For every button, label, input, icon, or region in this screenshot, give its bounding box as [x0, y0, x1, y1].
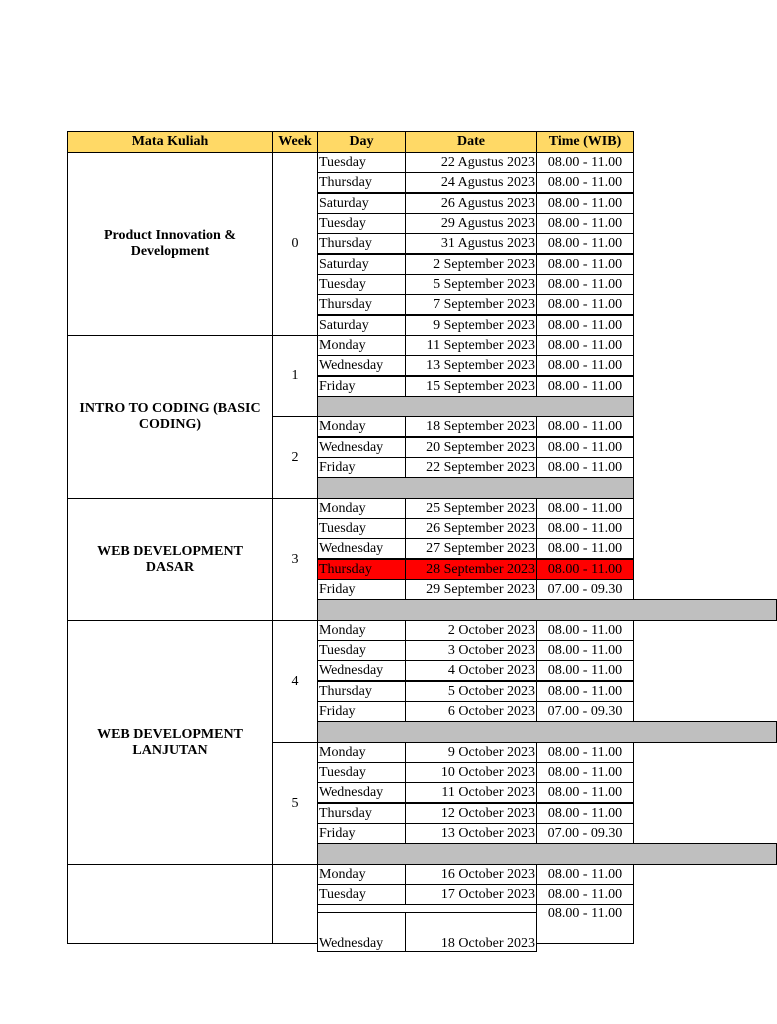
time-cell: 08.00 - 11.00 — [536, 213, 634, 234]
date-cell: 18 September 2023 — [405, 416, 537, 437]
date-cell: 13 October 2023 — [405, 823, 537, 844]
time-cell: 08.00 - 11.00 — [536, 172, 634, 193]
time-cell: 08.00 - 11.00 — [536, 681, 634, 702]
time-cell: 08.00 - 11.00 — [536, 152, 634, 173]
date-cell: 26 September 2023 — [405, 518, 537, 539]
date-cell: 22 Agustus 2023 — [405, 152, 537, 173]
time-cell: 08.00 - 11.00 — [536, 904, 634, 944]
date-cell: 27 September 2023 — [405, 538, 537, 559]
date-cell: 2 September 2023 — [405, 254, 537, 275]
week-cell: 1 — [272, 335, 318, 417]
time-cell: 08.00 - 11.00 — [536, 803, 634, 824]
time-cell: 08.00 - 11.00 — [536, 315, 634, 336]
day-cell: Tuesday — [317, 884, 406, 905]
day-cell: Wednesday — [317, 437, 406, 458]
date-cell: 7 September 2023 — [405, 294, 537, 315]
time-cell: 08.00 - 11.00 — [536, 457, 634, 478]
day-cell: Tuesday — [317, 152, 406, 173]
day-cell: Tuesday — [317, 518, 406, 539]
time-cell: 08.00 - 11.00 — [536, 864, 634, 885]
week-cell: 4 — [272, 620, 318, 743]
date-cell: 16 October 2023 — [405, 864, 537, 885]
time-cell: 07.00 - 09.30 — [536, 823, 634, 844]
date-cell: 12 October 2023 — [405, 803, 537, 824]
date-cell: 20 September 2023 — [405, 437, 537, 458]
time-cell: 08.00 - 11.00 — [536, 193, 634, 214]
time-cell: 08.00 - 11.00 — [536, 762, 634, 783]
header-day: Day — [317, 131, 406, 153]
date-cell: 22 September 2023 — [405, 457, 537, 478]
time-cell: 08.00 - 11.00 — [536, 294, 634, 315]
course-cell: Product Innovation & Development — [67, 152, 273, 336]
day-cell: Monday — [317, 742, 406, 763]
date-cell: 18 October 2023 — [405, 912, 537, 952]
time-cell: 07.00 - 09.30 — [536, 579, 634, 600]
day-cell: Thursday — [317, 803, 406, 824]
day-cell: Friday — [317, 376, 406, 397]
date-cell: 15 September 2023 — [405, 376, 537, 397]
time-cell: 08.00 - 11.00 — [536, 254, 634, 275]
date-cell: 4 October 2023 — [405, 660, 537, 681]
day-cell: Saturday — [317, 315, 406, 336]
header-course: Mata Kuliah — [67, 131, 273, 153]
day-cell: Monday — [317, 498, 406, 519]
day-cell: Monday — [317, 335, 406, 356]
week-cell — [272, 864, 318, 944]
date-cell: 9 September 2023 — [405, 315, 537, 336]
date-cell: 13 September 2023 — [405, 355, 537, 376]
day-cell: Wednesday — [317, 355, 406, 376]
day-cell: Wednesday — [317, 782, 406, 803]
week-cell: 2 — [272, 416, 318, 499]
date-cell: 11 September 2023 — [405, 335, 537, 356]
day-cell: Tuesday — [317, 274, 406, 295]
time-cell: 08.00 - 11.00 — [536, 640, 634, 661]
time-cell: 08.00 - 11.00 — [536, 884, 634, 905]
time-cell: 08.00 - 11.00 — [536, 559, 634, 580]
week-cell: 3 — [272, 498, 318, 621]
day-cell: Thursday — [317, 681, 406, 702]
date-cell: 3 October 2023 — [405, 640, 537, 661]
date-cell: 24 Agustus 2023 — [405, 172, 537, 193]
time-cell: 08.00 - 11.00 — [536, 660, 634, 681]
day-cell: Thursday — [317, 559, 406, 580]
week-cell: 5 — [272, 742, 318, 865]
day-cell: Friday — [317, 579, 406, 600]
date-cell: 29 Agustus 2023 — [405, 213, 537, 234]
day-cell: Monday — [317, 864, 406, 885]
separator-row — [317, 599, 777, 621]
day-cell: Wednesday — [317, 912, 406, 952]
day-cell: Tuesday — [317, 640, 406, 661]
day-cell: Saturday — [317, 193, 406, 214]
date-cell: 28 September 2023 — [405, 559, 537, 580]
day-cell: Wednesday — [317, 538, 406, 559]
day-cell: Wednesday — [317, 660, 406, 681]
day-cell: Monday — [317, 416, 406, 437]
time-cell: 08.00 - 11.00 — [536, 437, 634, 458]
day-cell: Saturday — [317, 254, 406, 275]
date-cell: 2 October 2023 — [405, 620, 537, 641]
header-time: Time (WIB) — [536, 131, 634, 153]
separator-row — [317, 843, 777, 865]
time-cell: 08.00 - 11.00 — [536, 274, 634, 295]
course-cell: INTRO TO CODING (BASIC CODING) — [67, 335, 273, 499]
time-cell: 08.00 - 11.00 — [536, 620, 634, 641]
time-cell: 08.00 - 11.00 — [536, 538, 634, 559]
course-cell — [67, 864, 273, 944]
time-cell: 08.00 - 11.00 — [536, 518, 634, 539]
date-cell: 29 September 2023 — [405, 579, 537, 600]
date-cell: 6 October 2023 — [405, 701, 537, 722]
time-cell: 08.00 - 11.00 — [536, 416, 634, 437]
day-cell: Thursday — [317, 294, 406, 315]
time-cell: 08.00 - 11.00 — [536, 335, 634, 356]
date-cell: 11 October 2023 — [405, 782, 537, 803]
date-cell: 9 October 2023 — [405, 742, 537, 763]
date-cell: 10 October 2023 — [405, 762, 537, 783]
time-cell: 08.00 - 11.00 — [536, 782, 634, 803]
course-cell: WEB DEVELOPMENT LANJUTAN — [67, 620, 273, 865]
week-cell: 0 — [272, 152, 318, 336]
time-cell: 07.00 - 09.30 — [536, 701, 634, 722]
date-cell: 31 Agustus 2023 — [405, 233, 537, 254]
separator-row — [317, 396, 634, 417]
header-date: Date — [405, 131, 537, 153]
day-cell: Friday — [317, 823, 406, 844]
day-cell: Tuesday — [317, 762, 406, 783]
time-cell: 08.00 - 11.00 — [536, 498, 634, 519]
date-cell: 5 September 2023 — [405, 274, 537, 295]
date-cell: 26 Agustus 2023 — [405, 193, 537, 214]
day-cell: Tuesday — [317, 213, 406, 234]
date-cell: 25 September 2023 — [405, 498, 537, 519]
day-cell: Thursday — [317, 172, 406, 193]
time-cell: 08.00 - 11.00 — [536, 233, 634, 254]
day-cell: Thursday — [317, 233, 406, 254]
time-cell: 08.00 - 11.00 — [536, 376, 634, 397]
header-week: Week — [272, 131, 318, 153]
separator-row — [317, 721, 777, 743]
time-cell: 08.00 - 11.00 — [536, 355, 634, 376]
day-cell: Monday — [317, 620, 406, 641]
date-cell: 5 October 2023 — [405, 681, 537, 702]
time-cell: 08.00 - 11.00 — [536, 742, 634, 763]
day-cell: Friday — [317, 701, 406, 722]
course-cell: WEB DEVELOPMENT DASAR — [67, 498, 273, 621]
day-cell: Friday — [317, 457, 406, 478]
separator-row — [317, 477, 634, 499]
date-cell: 17 October 2023 — [405, 884, 537, 905]
